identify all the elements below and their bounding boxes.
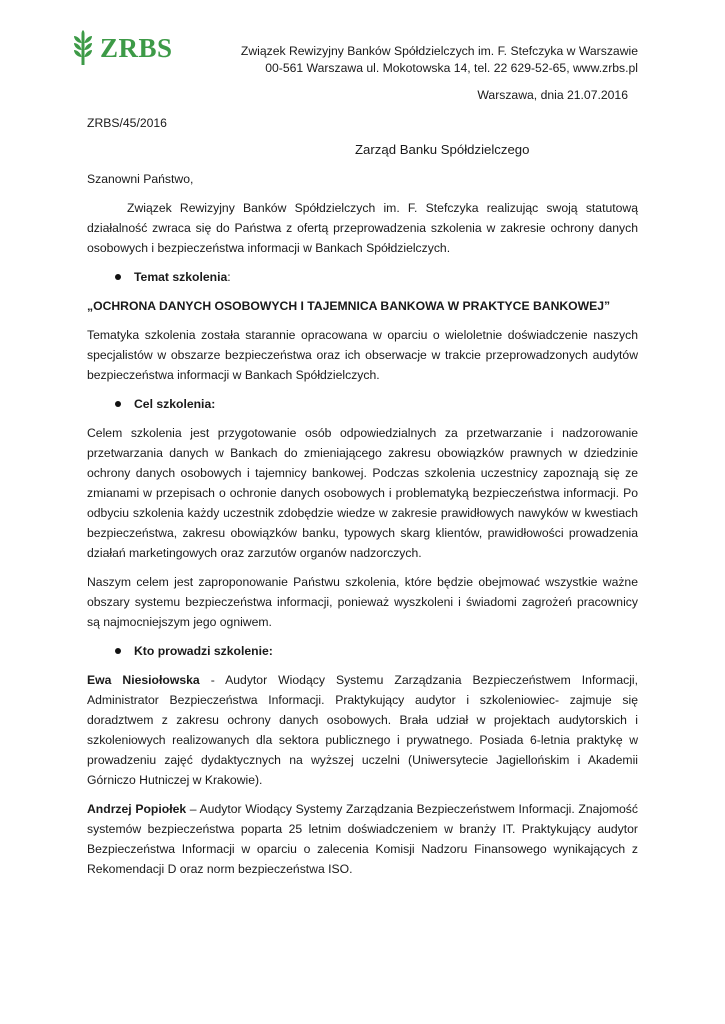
trainer-2-paragraph [87,799,638,879]
trainer-2-name: Andrzej Popiołek [87,802,187,816]
reference-number: ZRBS/45/2016 [87,116,167,130]
logo-text: ZRBS [100,32,173,63]
zrbs-logo [72,30,173,66]
greeting: Szanowni Państwo, [87,172,194,186]
bullet-trainers [87,641,638,661]
topic-paragraph: Tematyka szkolenia została starannie opracowana w oparciu o wieloletnie doświadczenie naszych specjalistów w obszarze bezpieczeństwa oraz ich obserwacje w trakcie przeprowadzonych audytów bezpieczeństwa informacji w Bankach Spółdzielczych. [87,328,638,382]
intro-paragraph: Związek Rewizyjny Banków Spółdzielczych im. F. Stefczyka realizując swoją statutową działalność zwraca się do Państwa z ofertą przeprowadzenia szkolenia w zakresie ochrony danych osobowych i bezpieczeństwa informacji w Bankach Spółdzielczych. [87,201,638,255]
letter-date: Warszawa, dnia 21.07.2016 [477,88,628,102]
bullet-icon [115,401,121,407]
wheat-icon [72,30,94,66]
topic-colon: : [227,270,231,284]
training-title: „OCHRONA DANYCH OSOBOWYCH I TAJEMNICA BANKOWA W PRAKTYCE BANKOWEJ” [87,299,611,313]
letter-body [87,198,638,888]
trainer-1-name: Ewa Niesiołowska [87,673,200,687]
trainer-1-bio: - Audytor Wiodący Systemu Zarządzania Bezpieczeństwem Informacji, Administrator Bezpieczeństwa Informacji. Praktykujący audytor i szkoleniowiec- zajmuje się doradztwem z zakresu ochrony danych osobowych. Brała udział w projektach audytorskich i szkoleniowych realizowanych dla sektora publicznego i prywatnego. Posiada 6-letnia praktykę w prowadzeniu zajęć dydaktycznych na wyższej uczelni (Uniwersytecie Jagiellońskim i Akademii Górniczo Hutniczej w Krakowie). [87,673,638,787]
bullet-icon [115,274,121,280]
bullet-topic [87,267,638,287]
trainers-label: Kto prowadzi szkolenie: [134,644,273,658]
letterhead-address [241,43,638,77]
bullet-icon [115,648,121,654]
letterhead-line-1: Związek Rewizyjny Banków Spółdzielczych im. F. Stefczyka w Warszawie [240,44,638,58]
goal-label: Cel szkolenia: [134,397,216,411]
topic-label: Temat szkolenia [134,270,228,284]
goal-paragraph-2: Naszym celem jest zaproponowanie Państwu szkolenia, które będzie obejmować wszystkie ważne obszary systemu bezpieczeństwa informacji, ponieważ wyszkoleni i świadomi zagrożeń pracownicy są najmocniejszym jego ogniwem. [87,575,638,629]
addressee: Zarząd Banku Spółdzielczego [355,142,530,157]
bullet-goal [87,394,638,414]
goal-paragraph-1: Celem szkolenia jest przygotowanie osób odpowiedzialnych za przetwarzanie i nadzorowanie przetwarzania danych w Bankach do zmieniającego zakresu obowiązków prawnych w dziedzinie ochrony danych osobowych i tajemnicy bankowej. Podczas szkolenia uczestnicy zapoznają się ze zmianami w przepisach o ochronie danych osobowych i problematyką bezpieczeństwa informacji. Po odbyciu szkolenia każdy uczestnik zdobędzie wiedze w zakresie prawidłowych nawyków w kwestiach bezpieczeństwa, zakresu obowiązków banku, typowych skarg klientów, prawidłowości prowadzenia działań marketingowych oraz zarzutów organów nadzorczych. [87,426,638,560]
trainer-2-bio: – Audytor Wiodący Systemy Zarządzania Bezpieczeństwem Informacji. Znajomość systemów bezpieczeństwa poparta 25 letnim doświadczeniem w branży IT. Praktykujący audytor Bezpieczeństwa Informacji w oparciu o zalecenia Komisji Nadzoru Finansowego wynikających z Rekomendacji D oraz norm bezpieczeństwa ISO. [87,802,638,876]
trainer-1-paragraph [87,670,638,790]
letterhead-line-2: 00-561 Warszawa ul. Mokotowska 14, tel. 22 629-52-65, www.zrbs.pl [265,61,638,75]
